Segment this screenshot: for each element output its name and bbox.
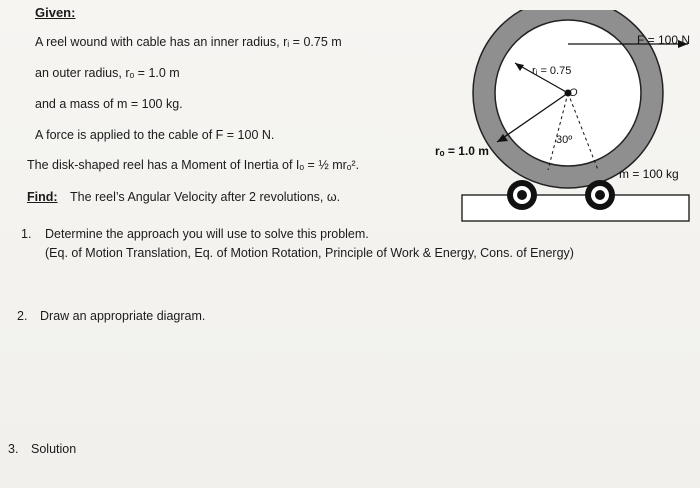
task-1-text: Determine the approach you will use to solve this problem. bbox=[45, 227, 369, 241]
given-inertia: The disk-shaped reel has a Moment of Inertia of Iₒ = ½ mrₒ². bbox=[27, 158, 360, 172]
ri-label: rᵢ = 0.75 bbox=[532, 65, 572, 77]
mass-label: m = 100 kg bbox=[619, 167, 679, 181]
platform bbox=[462, 195, 689, 221]
given-force: A force is applied to the cable of F = 100 N. bbox=[35, 128, 275, 142]
task-1-options: (Eq. of Motion Translation, Eq. of Motion Rotation, Principle of Work & Energy, Cons. of Energy) bbox=[45, 246, 574, 260]
given-outer-radius: an outer radius, rₒ = 1.0 m bbox=[35, 66, 180, 80]
reel-diagram bbox=[420, 10, 700, 225]
given-inner-radius: A reel wound with cable has an inner radius, rᵢ = 0.75 m bbox=[35, 35, 342, 49]
angle-label: 30º bbox=[556, 134, 573, 146]
ro-label: rₒ = 1.0 m bbox=[435, 144, 489, 158]
center-label: O bbox=[569, 87, 578, 99]
left-wheel-hub bbox=[517, 190, 527, 200]
task-3-number: 3. bbox=[8, 442, 19, 456]
task-1-number: 1. bbox=[21, 227, 32, 241]
task-2-number: 2. bbox=[17, 309, 28, 323]
task-3-text: Solution bbox=[31, 442, 77, 456]
find-label: Find: bbox=[27, 190, 58, 204]
given-mass: and a mass of m = 100 kg. bbox=[35, 97, 183, 111]
find-text: The reel’s Angular Velocity after 2 revolutions, ω. bbox=[70, 190, 341, 204]
task-2-text: Draw an appropriate diagram. bbox=[40, 309, 206, 323]
right-wheel-hub bbox=[595, 190, 605, 200]
given-heading: Given: bbox=[35, 5, 76, 20]
force-label: F = 100 N bbox=[637, 33, 691, 47]
